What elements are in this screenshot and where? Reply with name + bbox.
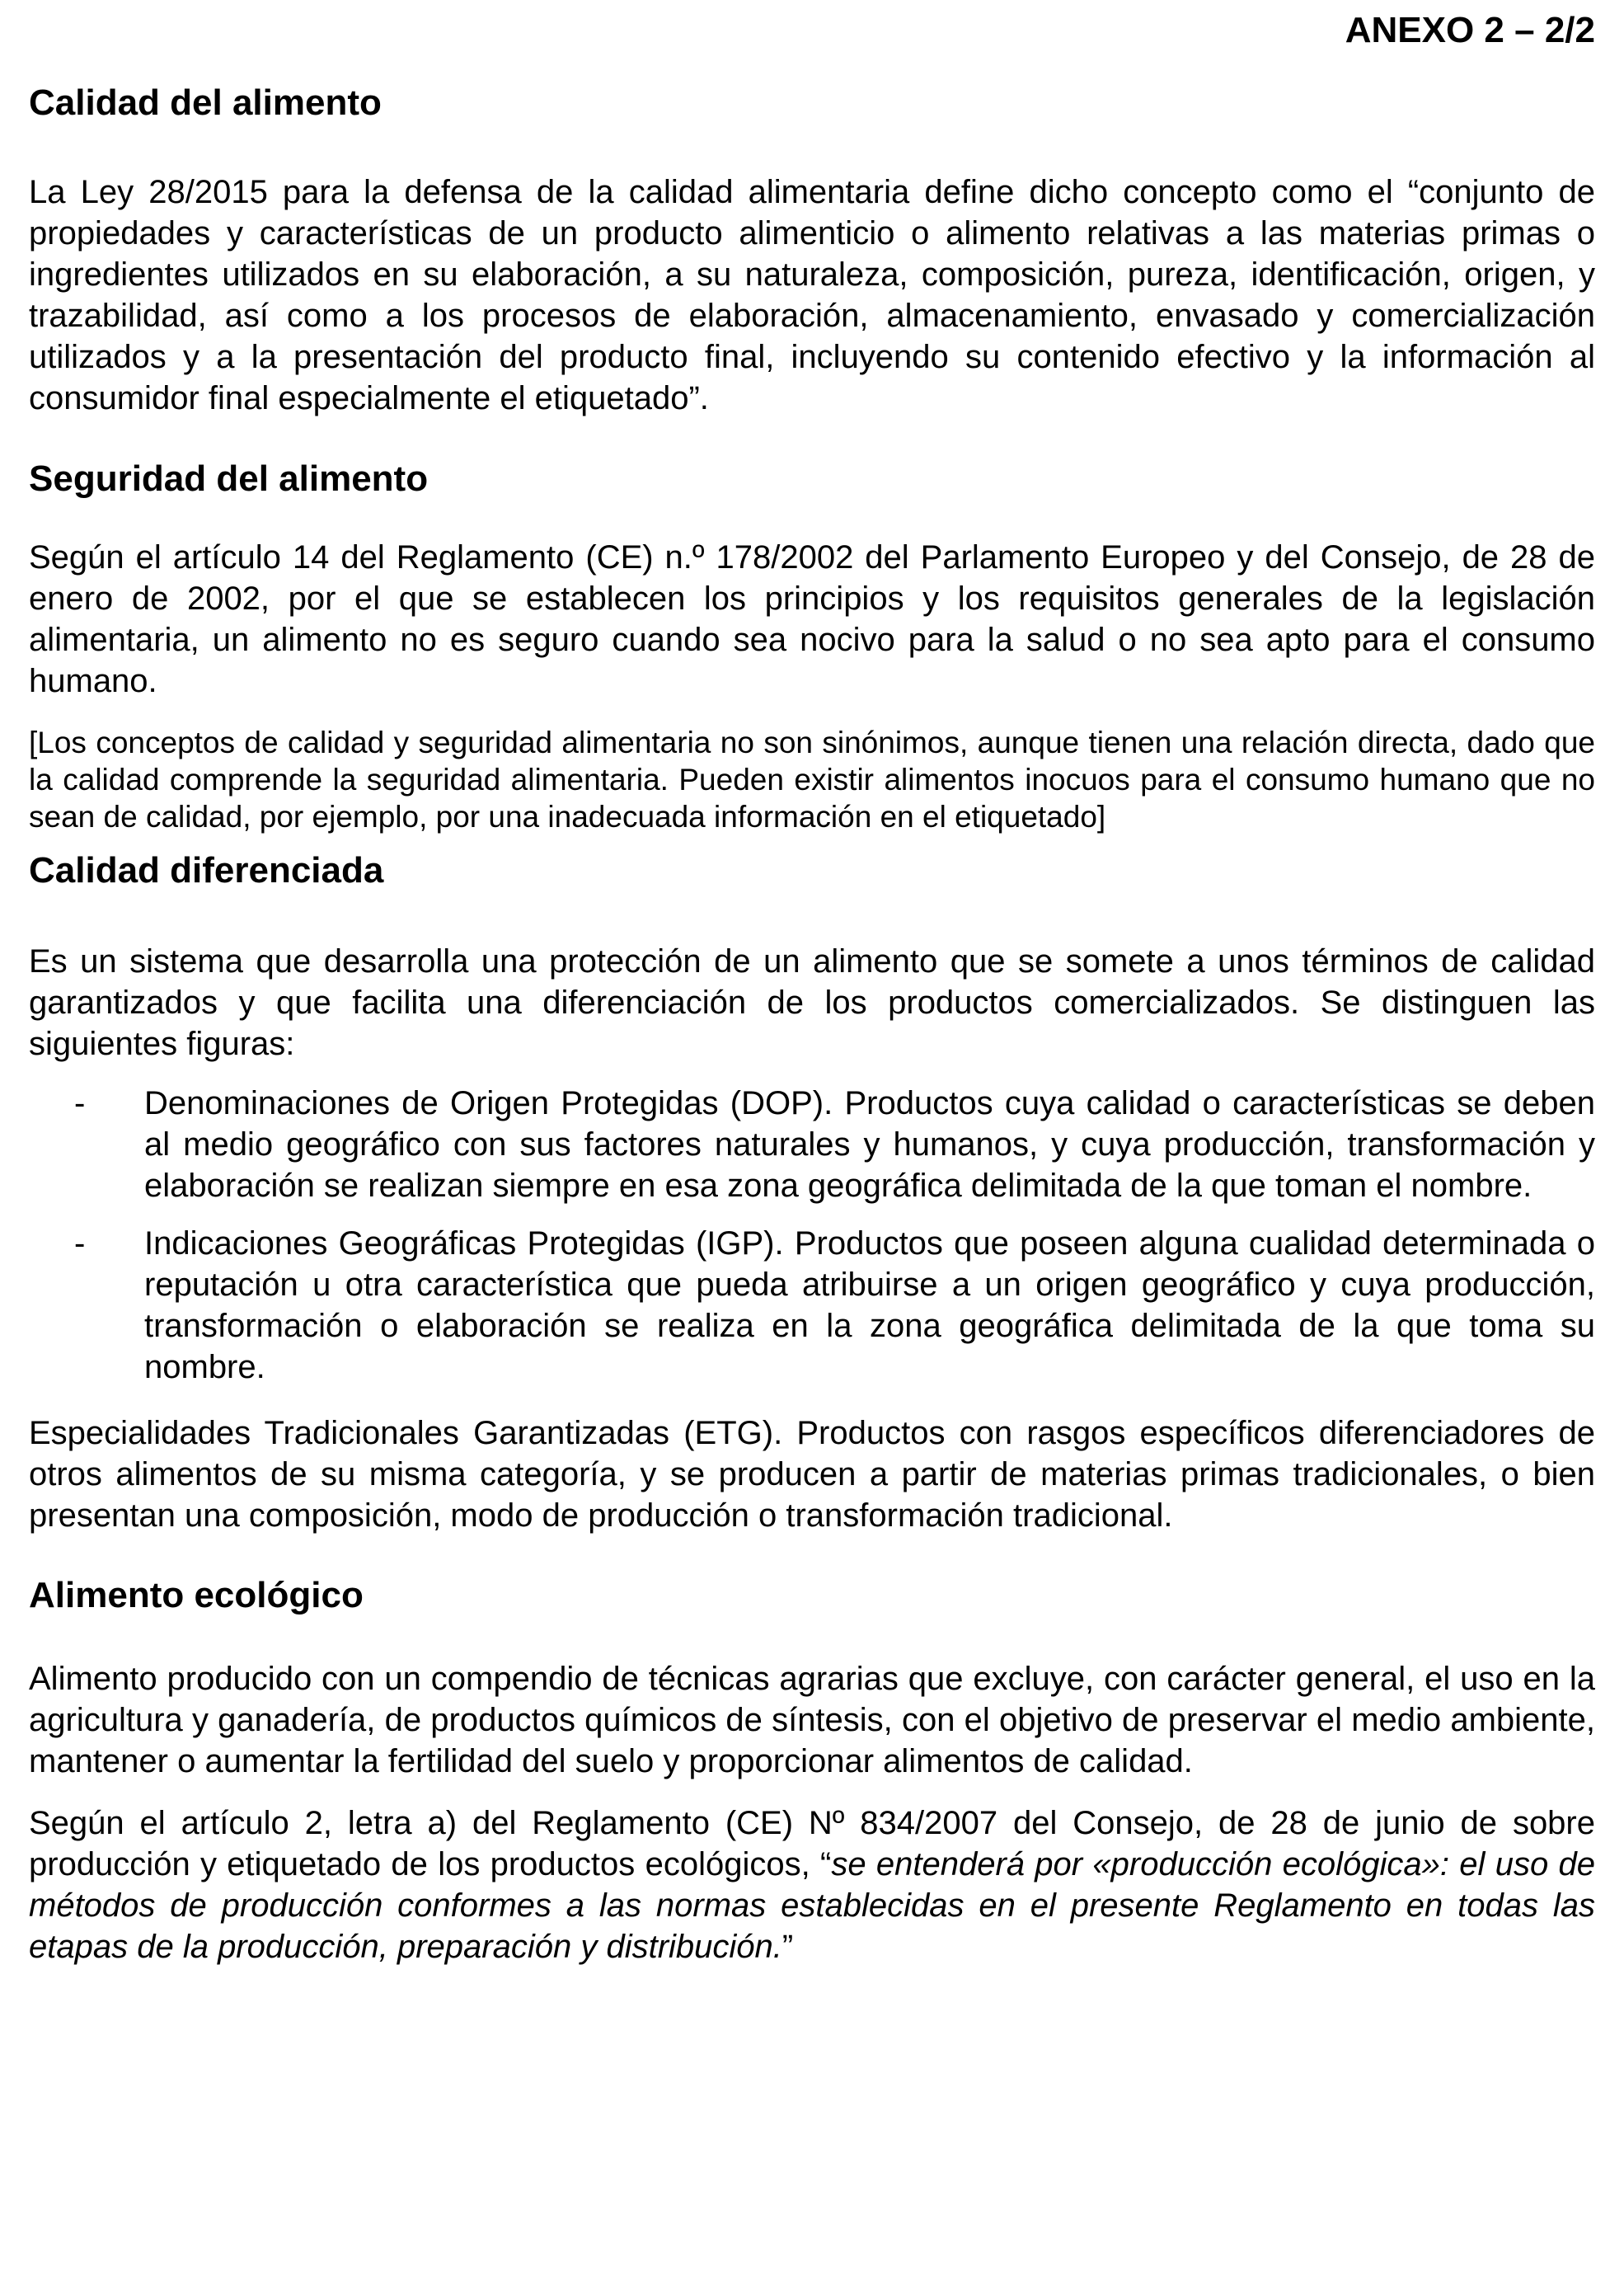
note-calidad-vs-seguridad: [Los conceptos de calidad y seguridad alimentaria no son sinónimos, aunque tienen una relación directa, dado que la calidad comprende la seguridad alimentaria. Pueden existir alimentos inocuos para el consumo humano que no sean de calidad, por ejemplo, por una inadecuada información en el etiquetado] (29, 726, 1595, 834)
paragraph-calidad-diferenciada-intro: Es un sistema que desarrolla una protección de un alimento que se somete a unos términos de calidad garantizados y que facilita una diferenciación de los productos comercializados. Se distinguen las siguientes figuras: (29, 943, 1595, 1062)
heading-alimento-ecologico: Alimento ecológico (29, 1575, 364, 1615)
regulation-intro-text: Según el artículo 2, letra a) del Reglamento (CE) Nº 834/2007 del Consejo, de 28 de junio de sobre producción y etiquetado de los productos ecológicos, “ (29, 1805, 1595, 1882)
regulation-quote-italic: se entenderá por «producción ecológica»: el uso de métodos de producción conformes a las normas establecidas en el presente Reglamento en todas las etapas de la producción, preparación y distribución. (29, 1846, 1595, 1965)
list-item-dop-text: Denominaciones de Origen Protegidas (DOP). Productos cuya calidad o características se deben al medio geográfico con sus factores naturales y humanos, y cuya producción, transformación y elaboración se realizan siempre en esa zona geográfica delimitada de la que toman el nombre. (144, 1085, 1595, 1204)
paragraph-seguridad-definition: Según el artículo 14 del Reglamento (CE) n.º 178/2002 del Parlamento Europeo y del Consejo, de 28 de enero de 2002, por el que se establecen los principios y los requisitos generales de la legislación alimentaria, un alimento no es seguro cuando sea nocivo para la salud o no sea apto para el consumo humano. (29, 539, 1595, 699)
heading-seguridad-del-alimento: Seguridad del alimento (29, 458, 429, 499)
regulation-closing-quote: ” (781, 1929, 794, 1965)
paragraph-ecologico-definition: Alimento producido con un compendio de técnicas agrarias que excluye, con carácter general, el uso en la agricultura y ganadería, de productos químicos de síntesis, con el objetivo de preservar el medio ambiente, mantener o aumentar la fertilidad del suelo y proporcionar alimentos de calidad. (29, 1661, 1595, 1779)
heading-calidad-diferenciada: Calidad diferenciada (29, 850, 384, 891)
list-item-igp (29, 1223, 1595, 1388)
list-item-dop (29, 1083, 1595, 1206)
bullet-dash: - (74, 1085, 86, 1121)
list-item-igp-text: Indicaciones Geográficas Protegidas (IGP). Productos que poseen alguna cualidad determinada o reputación u otra característica que pueda atribuirse a un origen geográfico y cuya producción, transformación o elaboración se realiza en la zona geográfica delimitada de la que toma su nombre. (144, 1225, 1595, 1385)
paragraph-calidad-definition: La Ley 28/2015 para la defensa de la calidad alimentaria define dicho concepto como el “conjunto de propiedades y características de un producto alimenticio o alimento relativas a las materias primas o ingredientes utilizados en su elaboración, a su naturaleza, composición, pureza, identificación, origen, y trazabilidad, así como a los procesos de elaboración, almacenamiento, envasado y comercialización utilizados y a la presentación del producto final, incluyendo su contenido efectivo y la información al consumidor final especialmente el etiquetado”. (29, 174, 1595, 416)
annex-page-label: ANEXO 2 – 2/2 (1345, 10, 1595, 50)
bullet-dash: - (74, 1225, 86, 1262)
paragraph-etg: Especialidades Tradicionales Garantizadas (ETG). Productos con rasgos específicos diferenciadores de otros alimentos de su misma categoría, y se producen a partir de materias primas tradicionales, o bien presentan una composición, modo de producción o transformación tradicional. (29, 1415, 1595, 1534)
heading-calidad-del-alimento: Calidad del alimento (29, 82, 382, 123)
paragraph-reglamento-834 (29, 1803, 1595, 1967)
